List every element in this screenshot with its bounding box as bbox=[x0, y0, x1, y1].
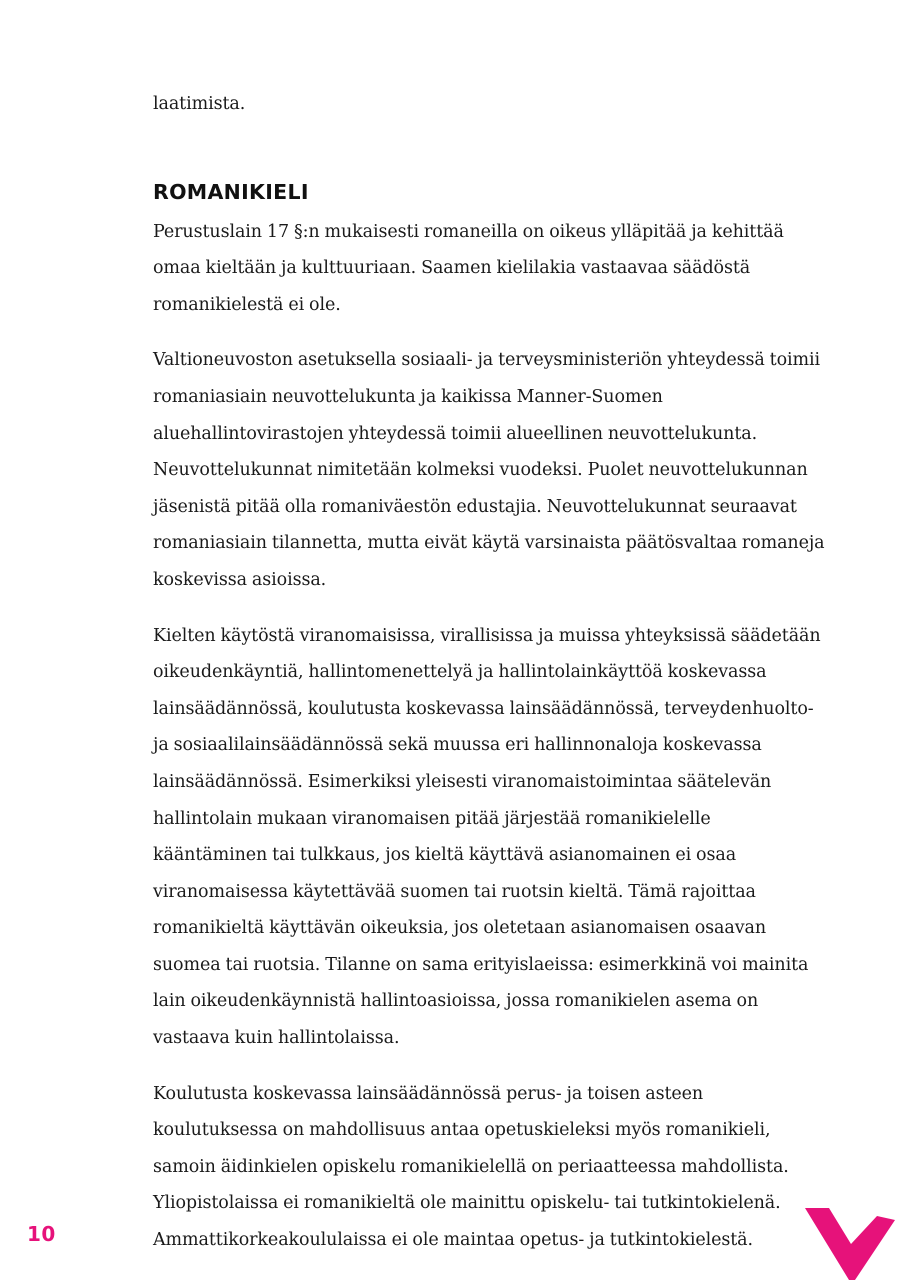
section-heading: ROMANIKIELI bbox=[153, 179, 309, 204]
logo-shape bbox=[805, 1208, 895, 1280]
paragraph-3: Kielten käytöstä viranomaisissa, virallisissa ja muissa yhteyksissä säädetään oikeudenkäyntiä, hallintomenettelyä ja hallintolainkäyttöä koskevassa lainsäädännössä, koulutusta koskevassa lainsäädännössä, terveydenhuolto- ja sosiaalilainsäädännössä sekä muussa eri hallinnonaloja koskevassa lainsäädännössä. Esimerkiksi yleisesti viranomaistoimintaa säätelevän hallintolain mukaan viranomaisen pitää järjestää romanikielelle kääntäminen tai tulkkaus, jos kieltä käyttävä asianomainen ei osaa viranomaisessa käytettävää suomen tai ruotsin kieltä. Tämä rajoittaa romanikieltä käyttävän oikeuksia, jos oletetaan asianomaisen osaavan suomea tai ruotsia. Tilanne on sama erityislaeissa: esimerkkinä voi mainita lain oikeudenkäynnistä hallintoasioissa, jossa romanikielen asema on vastaava kuin hallintolaissa. bbox=[153, 625, 821, 1049]
document-body bbox=[153, 86, 829, 1259]
paragraph-1: Perustuslain 17 §:n mukaisesti romaneilla on oikeus ylläpitää ja kehittää omaa kieltään ja kulttuuriaan. Saamen kielilakia vastaavaa säädöstä romanikielestä ei ole. bbox=[153, 221, 784, 315]
lead-text: laatimista. bbox=[153, 94, 246, 114]
page-number: 10 bbox=[27, 1222, 56, 1246]
paragraph-2: Valtioneuvoston asetuksella sosiaali- ja terveysministeriön yhteydessä toimii romaniasiain neuvottelukunta ja kaikissa Manner-Suomen aluehallintovirastojen yhteydessä toimii alueellinen neuvottelukunta. Neuvottelukunnat nimitetään kolmeksi vuodeksi. Puolet neuvottelukunnan jäsenistä pitää olla romaniväestön edustajia. Neuvottelukunnat seuraavat romaniasiain tilannetta, mutta eivät käytä varsinaista päätösvaltaa romaneja koskevissa asioissa. bbox=[153, 350, 825, 590]
paragraph-4: Koulutusta koskevassa lainsäädännössä perus- ja toisen asteen koulutuksessa on mahdollisuus antaa opetuskieleksi myös romanikieli, samoin äidinkielen opiskelu romanikielellä on periaatteessa mahdollista. Yliopistolaissa ei romanikieltä ole mainittu opiskelu- tai tutkintokielenä. Ammattikorkeakoululaissa ei ole maintaa opetus- ja tutkintokielestä. bbox=[153, 1083, 789, 1251]
v-chevron-logo-icon bbox=[805, 1206, 895, 1280]
